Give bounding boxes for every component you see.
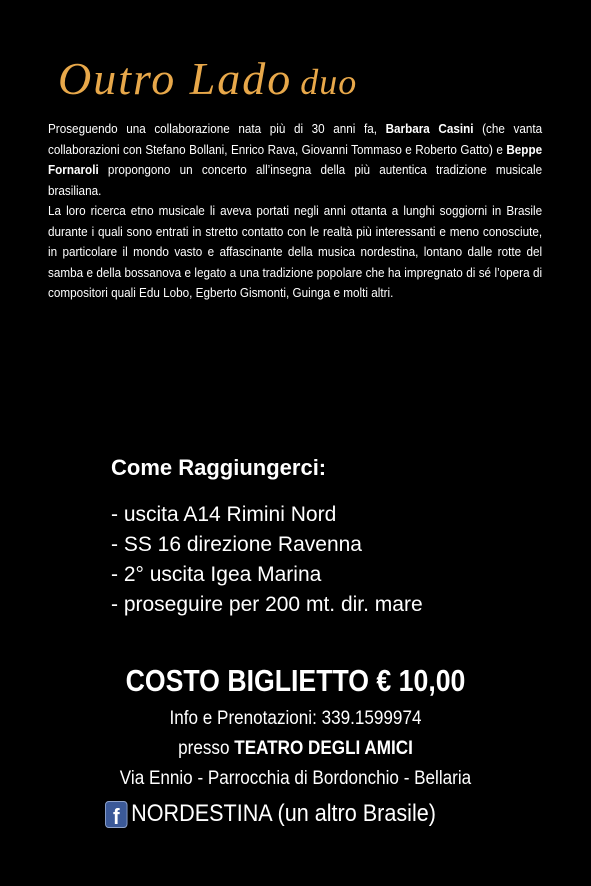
intro-paragraph-2: La loro ricerca etno musicale li aveva portati negli anni ottanta a lunghi soggiorni in Brasile durante i quali sono entrati in stretto contatto con le realtà più interessanti e meno conosciute, in particolare il mondo vasto e affascinante della musica nordestina, lontano dalle rotte del samba e della bossanova e legato a una tradizione popolare che ha impregnato di sé l’opera di compositori quali Edu Lobo, Egberto Gismonti, Guinga e molti altri.	[48, 203, 543, 300]
direction-step: - 2° uscita Igea Marina	[111, 563, 322, 586]
artist-name-2: Beppe Fornaroli	[48, 141, 543, 177]
booking-info: Info e Prenotazioni: 339.1599974	[169, 708, 422, 729]
venue-name: TEATRO DEGLI AMICI	[234, 738, 413, 759]
presso-label: presso	[178, 738, 235, 759]
intro-p1-part-b: (che vanta collaborazioni con Stefano Bollani, Enrico Rava, Giovanni Tommaso e Roberto Gatto) e	[48, 121, 543, 157]
intro-p1-part-c: propongono un concerto all’insegna della più autentica tradizione musicale brasiliana.	[48, 162, 543, 198]
direction-step: - SS 16 direzione Ravenna	[111, 533, 362, 556]
page-title	[58, 52, 578, 105]
facebook-label: NORDESTINA (un altro Brasile)	[131, 800, 436, 827]
ticket-cost: COSTO BIGLIETTO € 10,00	[125, 663, 466, 698]
directions-heading: Come Raggiungerci:	[111, 455, 327, 480]
venue-line	[30, 734, 562, 764]
facebook-link[interactable]	[105, 800, 436, 828]
title-text: Outro Lado	[58, 53, 293, 104]
direction-step: - proseguire per 200 mt. dir. mare	[111, 593, 423, 616]
intro-text	[48, 119, 542, 304]
facebook-icon: f	[105, 801, 128, 828]
direction-step: - uscita A14 Rimini Nord	[111, 503, 337, 526]
title-suffix: duo	[300, 62, 358, 102]
artist-name-1: Barbara Casini	[385, 121, 474, 136]
ticket-info	[30, 704, 562, 794]
intro-p1-part-a: Proseguendo una collaborazione nata più di 30 anni fa,	[48, 121, 386, 136]
venue-address: Via Ennio - Parrocchia di Bordonchio - Bellaria	[119, 768, 472, 789]
intro-paragraph-1	[48, 119, 542, 201]
directions-section	[111, 455, 423, 620]
